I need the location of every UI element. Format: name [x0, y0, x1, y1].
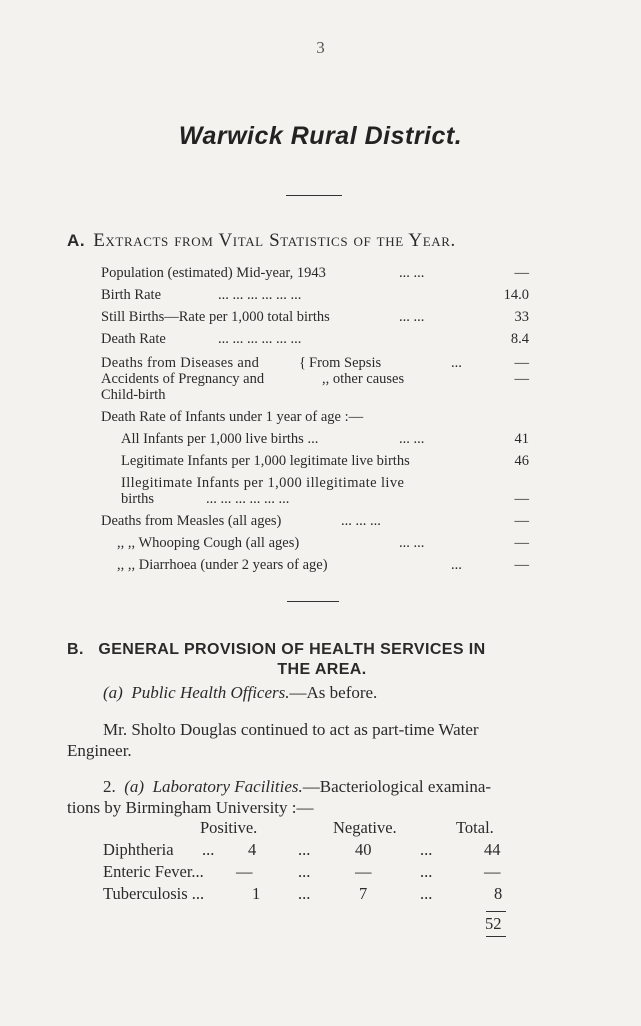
grand-total: 52	[485, 914, 502, 933]
total-rule-top	[486, 911, 506, 912]
cell-enteric-negative: —	[355, 862, 372, 881]
section-b-title-line2: THE AREA.	[277, 661, 367, 678]
section-b-heading	[67, 640, 577, 680]
stat-row-all-infants: All Infants per 1,000 live births ... ... ... 41	[121, 431, 529, 447]
stat-row-population: Population (estimated) Mid-year, 1943 ... ... —	[101, 265, 529, 281]
cell-diphtheria-positive: 4	[248, 840, 257, 859]
cell-tuberculosis-total: 8	[494, 884, 503, 903]
page-number: 3	[316, 38, 325, 57]
total-rule-bottom	[486, 936, 506, 937]
section-b-letter: B.	[67, 641, 84, 658]
public-health-officers-text	[103, 682, 377, 703]
sub-a-text: —As before.	[289, 683, 378, 702]
title-divider	[286, 195, 342, 196]
paragraph-water-engineer-line1: Mr. Sholto Douglas continued to act as part-time Water	[103, 720, 479, 739]
cell-diphtheria-total: 44	[484, 840, 501, 859]
para2-title: Laboratory Facilities.	[152, 777, 303, 796]
paragraph-laboratory-line1	[103, 776, 491, 797]
stat-row-birth-rate: Birth Rate ... ... ... ... ... ... 14.0	[101, 287, 529, 303]
row-name-diphtheria: Diphtheria	[103, 840, 174, 859]
header-negative: Negative.	[333, 818, 397, 837]
section-b-title-line1: GENERAL PROVISION OF HEALTH SERVICES IN	[98, 641, 486, 658]
brace-open: {	[299, 355, 306, 371]
header-total: Total.	[456, 818, 494, 837]
cell-tuberculosis-negative: 7	[359, 884, 368, 903]
para2-rest: —Bacteriological examina-	[302, 777, 492, 796]
page-title: Warwick Rural District.	[178, 122, 463, 150]
para2-number: 2.	[103, 777, 116, 796]
cell-tuberculosis-positive: 1	[252, 884, 261, 903]
stat-row-illegitimate: Illegitimate Infants per 1,000 illegitimate live	[121, 475, 405, 491]
stat-row-measles: Deaths from Measles (all ages) ... ... ... —	[101, 513, 529, 529]
row-name-enteric: Enteric Fever...	[103, 862, 204, 881]
header-positive: Positive.	[200, 818, 258, 837]
sub-a-label: (a)	[103, 683, 123, 702]
row-name-tuberculosis: Tuberculosis ...	[103, 884, 205, 903]
paragraph-laboratory-line2: tions by Birmingham University :—	[67, 798, 314, 817]
section-divider	[287, 601, 339, 602]
stat-row-legitimate: Legitimate Infants per 1,000 legitimate live births 46	[121, 453, 529, 469]
cell-enteric-total: —	[484, 862, 501, 881]
stat-row-whooping-cough: ,, ,, Whooping Cough (all ages) ... ... —	[117, 535, 529, 551]
section-a-title: Extracts from Vital Statistics of the Year.	[93, 230, 456, 251]
sub-a-title: Public Health Officers.	[131, 683, 290, 702]
stat-row-still-births: Still Births—Rate per 1,000 total births ... ... 33	[101, 309, 529, 325]
cell-enteric-positive: —	[236, 862, 253, 881]
cell-diphtheria-negative: 40	[355, 840, 372, 859]
stat-row-death-rate: Death Rate ... ... ... ... ... ... 8.4	[101, 331, 529, 347]
section-a-heading	[67, 230, 456, 252]
section-a-letter: A.	[67, 231, 86, 250]
para2-label: (a)	[124, 777, 145, 796]
stat-row-maternal-sepsis: Deaths from Diseases and { From Sepsis ... —	[101, 355, 529, 371]
stat-row-childbirth: Child-birth	[101, 387, 166, 403]
stat-row-illegitimate-births: births ... ... ... ... ... ... —	[121, 491, 529, 507]
stat-row-maternal-other: Accidents of Pregnancy and ,, other causes —	[101, 371, 529, 387]
bacteriology-table: Positive. Negative. Total. Diphtheria ... 4 ... 40 ... 44 Enteric Fever... — ... — ... — Tuberculosis ... 1 ... 7 ... 8 52	[0, 0, 641, 1026]
stat-row-infant-heading: Death Rate of Infants under 1 year of age :—	[101, 409, 364, 425]
stat-row-diarrhoea: ,, ,, Diarrhoea (under 2 years of age) ... —	[117, 557, 529, 573]
paragraph-water-engineer-line2: Engineer.	[67, 741, 132, 760]
